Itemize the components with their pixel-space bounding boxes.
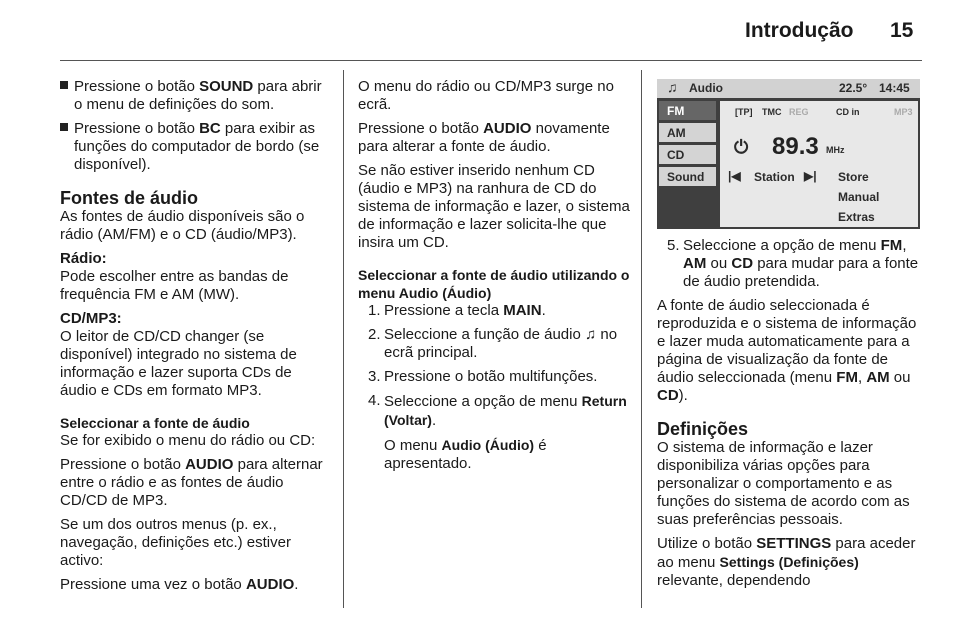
heading-fontes-audio: Fontes de áudio xyxy=(60,188,199,208)
bullet-bc: Pressione o botão BC para exibir as funções do computador de bordo (se disponível). xyxy=(60,120,330,174)
status-tp: [TP] xyxy=(735,107,753,117)
press-audio-text: Pressione o botão AUDIO para alternar entre o rádio e as fontes de áudio CD/CD de MP3. xyxy=(60,456,323,509)
column-1 xyxy=(60,78,330,600)
seek-forward-icon: ▶| xyxy=(804,169,817,183)
radio-label: Rádio: xyxy=(60,250,107,267)
column-divider-1 xyxy=(343,70,344,608)
definicoes-text: O sistema de informação e lazer disponibiliza várias opções para personalizar o comportamento e as funções do sistema de acordo com as suas preferências pessoais. xyxy=(657,439,910,528)
utilize-settings-text: Utilize o botão SETTINGS para aceder ao menu Settings (Definições) relevante, dependendo xyxy=(657,535,916,589)
select-via-menu-heading: Seleccionar a fonte de áudio utilizando o menu Audio (Áudio) xyxy=(358,267,630,301)
bullet-sound: Pressione o botão SOUND para abrir o menu de definições do som. xyxy=(60,78,330,114)
audio-display-image xyxy=(657,79,920,229)
page-title: Introdução xyxy=(745,19,854,42)
display-temperature: 22.5° xyxy=(839,81,868,95)
column-3 xyxy=(657,237,924,596)
music-note-icon: ♫ xyxy=(667,79,678,95)
step-3: 3. Pressione o botão multifunções. xyxy=(368,368,598,385)
status-tmc: TMC xyxy=(762,107,782,117)
radio-text: Pode escolher entre as bandas de frequência FM e AM (MW). xyxy=(60,268,289,303)
press-audio-again-text: Pressione o botão AUDIO novamente para alterar a fonte de áudio. xyxy=(358,120,610,155)
side-item-fm: FM xyxy=(659,101,716,120)
status-mp3: MP3 xyxy=(894,107,913,117)
menu-appears-text: O menu do rádio ou CD/MP3 surge no ecrã. xyxy=(358,78,614,113)
page-number: 15 xyxy=(890,19,914,42)
step-4-sub: O menu Audio (Áudio) é apresentado. xyxy=(384,437,547,472)
menu-store: Store xyxy=(838,170,869,184)
status-reg: REG xyxy=(789,107,809,117)
station-label: Station xyxy=(754,170,795,184)
fontes-text: As fontes de áudio disponíveis são o rádio (AM/FM) e o CD (áudio/MP3). xyxy=(60,208,305,243)
menu-extras: Extras xyxy=(838,210,875,224)
header-rule xyxy=(60,60,922,61)
column-2 xyxy=(358,78,630,479)
display-main-panel xyxy=(720,101,918,227)
bullet-marker xyxy=(60,123,68,131)
seek-back-icon: |◀ xyxy=(728,169,741,183)
frequency-value: 89.3 xyxy=(772,133,819,160)
cd-label: CD/MP3: xyxy=(60,310,122,327)
step-1: 1. Pressione a tecla MAIN. xyxy=(368,302,546,319)
step-2: 2. Seleccione a função de áudio ♫ no ecrã principal. xyxy=(368,326,618,361)
side-item-cd: CD xyxy=(659,145,716,164)
selected-source-text: A fonte de áudio seleccionada é reproduzida e o sistema de informação e lazer muda automaticamente para a página de visualização da fonte de áudio seleccionada (menu FM, AM ou CD). xyxy=(657,297,917,404)
select-source-heading: Seleccionar a fonte de áudio xyxy=(60,415,250,431)
press-once-text: Pressione uma vez o botão AUDIO. xyxy=(60,576,299,593)
display-title: Audio xyxy=(689,81,723,95)
power-icon: ⏻ xyxy=(734,137,749,157)
column-divider-2 xyxy=(641,70,642,608)
side-item-sound: Sound xyxy=(659,167,716,186)
heading-definicoes: Definições xyxy=(657,419,749,439)
frequency-unit: MHz xyxy=(826,145,845,155)
cd-text: O leitor de CD/CD changer (se disponível) integrado no sistema de informação e lazer suporta CDs de áudio e CDs em formato MP3. xyxy=(60,328,297,399)
bullet-marker xyxy=(60,81,68,89)
status-cd-in: CD in xyxy=(836,107,860,117)
side-item-am: AM xyxy=(659,123,716,142)
step-4: 4. Seleccione a opção de menu Return (Voltar). xyxy=(368,392,627,429)
step-5: 5. Seleccione a opção de menu FM, AM ou CD para mudar para a fonte de áudio pretendida. xyxy=(667,237,919,290)
display-time: 14:45 xyxy=(879,81,910,95)
no-cd-text: Se não estiver inserido nenhum CD (áudio e MP3) na ranhura de CD do sistema de informação e lazer, o sistema de informação e lazer solicita-lhe que insira um CD. xyxy=(358,162,630,251)
menu-manual: Manual xyxy=(838,190,880,204)
select-source-text: Se for exibido o menu do rádio ou CD: xyxy=(60,432,316,449)
other-menus-text: Se um dos outros menus (p. ex., navegação, definições etc.) estiver activo: xyxy=(60,516,291,569)
